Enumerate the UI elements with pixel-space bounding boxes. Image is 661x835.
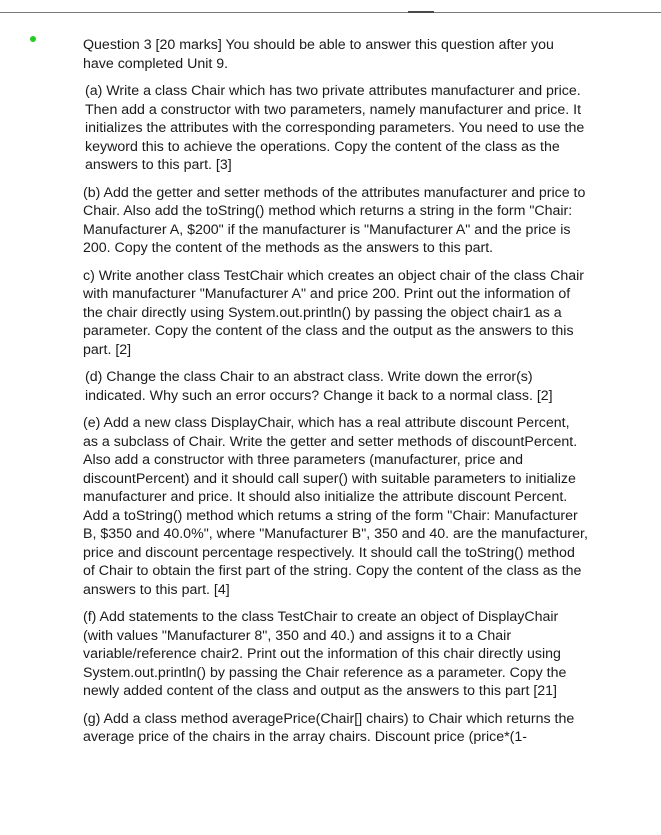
top-rule-accent (408, 11, 434, 13)
part-a: (a) Write a class Chair which has two private attributes manufacturer and price. Then add a constructor with two parameters, namely manufacturer and price. It initializes the attributes with the corresponding parameters. You need to use the keyword this to achieve the operations. Copy the content of the class as the answers to this part. [3] (85, 83, 585, 173)
part-c: c) Write another class TestChair which creates an object chair of the class Chair with manufacturer "Manufacturer A" and price 200. Print out the information of the chair directly using System.out.println() by passing the object chair1 as a parameter. Copy the content of the class and the output as the answers to this part. [2] (83, 267, 584, 358)
part-e: (e) Add a new class DisplayChair, which has a real attribute discount Percent, as a subclass of Chair. Write the getter and setter methods of discountPercent. Also add a constructor with three parameters (manufacturer, price and discountPercent) and it should call super() with suitable parameters to initialize manufacturer and price. It should also initialize the attribute discount Percent. Add a toString() method which retums a string of the form "Chair: Manufacturer B, $350 and 40.0%", where "Manufacturer B", 350 and 40. are the manufacturer, price and discount percentage respectively. It should call the toString() method of Chair to obtain the first part of the string. Copy the content of the class as the answers to this part. [4] (83, 415, 588, 598)
question-header: Question 3 [20 marks] You should be able to answer this question after you have completed Unit 9. (83, 37, 554, 72)
bullet-dot-icon (30, 36, 36, 42)
question-content (83, 36, 588, 756)
part-g: (g) Add a class method averagePrice(Chair[] chairs) to Chair which returns the average price of the chairs in the array chairs. Discount price (price*(1- (83, 710, 575, 745)
part-d: (d) Change the class Chair to an abstract class. Write down the error(s) indicated. Why such an error occurs? Change it back to a normal class. [2] (85, 369, 553, 404)
top-rule (0, 12, 661, 13)
part-b: (b) Add the getter and setter methods of the attributes manufacturer and price to Chair. Also add the toString() method which returns a string in the form "Chair: Manufacturer A, $200" if the manufacturer is "Manufacturer A" and the price is 200. Copy the content of the methods as the answers to this part. (83, 184, 586, 256)
part-f: (f) Add statements to the class TestChair to create an object of DisplayChair (with values "Manufacturer 8", 350 and 40.) and assigns it to a Chair variable/reference chair2. Print out the information of this chair directly using System.out.println() by passing the Chair reference as a parameter. Copy the newly added content of the class and output as the answers to this part [21] (83, 609, 567, 699)
